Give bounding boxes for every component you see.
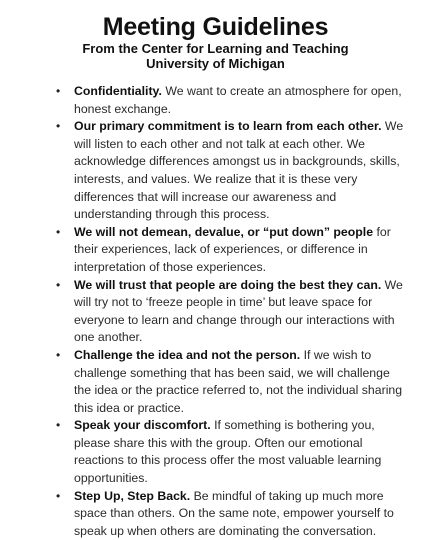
guideline-text: Be mindful of taking up much more space than others. On the same note, empower yourself to speak up when others are dominating the conversation.: [74, 488, 394, 538]
guideline-lead: Challenge the idea and not the person.: [74, 347, 301, 362]
page-title: Meeting Guidelines: [102, 13, 329, 41]
guideline-text: If we wish to challenge something that has been said, we will challenge the idea or the practice referred to, not the individual sharing this idea or practice.: [74, 347, 403, 415]
subtitle-line-2: University of Michigan: [146, 56, 285, 71]
bullet-icon: •: [56, 418, 61, 433]
guideline-challenge-the-idea: [0, 347, 431, 417]
bullet-icon: •: [56, 347, 61, 362]
guideline-step-up-step-back: [0, 488, 431, 540]
document-header: [0, 0, 431, 71]
guideline-lead: Confidentiality.: [74, 84, 162, 98]
guideline-text: We will try not to ‘freeze people in time’ but leave space for everyone to learn and change through our interactions with one another.: [74, 277, 403, 345]
bullet-icon: •: [56, 119, 61, 134]
guideline-lead: We will trust that people are doing the best they can.: [74, 277, 382, 292]
bullet-icon: •: [56, 277, 61, 292]
subtitle-line-1: From the Center for Learning and Teaching: [82, 41, 349, 56]
guideline-lead: Speak your discomfort.: [74, 418, 211, 433]
guideline-text: If something is bothering you, please share this with the group. Often our emotional reactions to this process offer the most valuable learning opportunities.: [74, 418, 382, 486]
guideline-lead: Step Up, Step Back.: [74, 488, 191, 503]
guideline-text: for their experiences, lack of experiences, or difference in interpretation of those experiences.: [74, 224, 391, 274]
guideline-learn-from-each-other: [0, 118, 431, 224]
guidelines-list: [0, 83, 431, 540]
guideline-confidentiality: [0, 83, 431, 118]
guideline-lead: We will not demean, devalue, or “put down” people: [74, 224, 374, 239]
bullet-icon: •: [56, 488, 61, 503]
bullet-icon: •: [56, 84, 61, 98]
guideline-text: We want to create an atmosphere for open, honest exchange.: [74, 84, 402, 116]
guideline-text: We will listen to each other and not talk at each other. We acknowledge differences amongst us in backgrounds, skills, interests, and values. We realize that it is these very differences that will increase our awareness and understanding through this process.: [74, 119, 404, 222]
guideline-speak-discomfort: [0, 417, 431, 487]
guideline-do-not-demean: [0, 224, 431, 277]
bullet-icon: •: [56, 224, 61, 239]
guideline-lead: Our primary commitment is to learn from each other.: [74, 119, 382, 134]
guideline-trust: [0, 277, 431, 347]
